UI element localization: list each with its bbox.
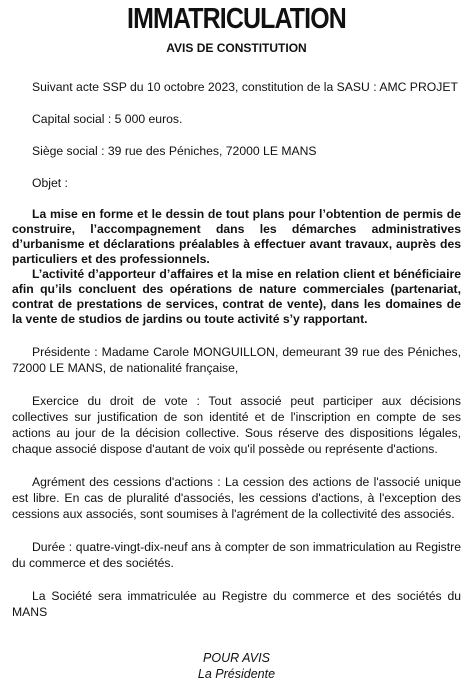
notice-title: IMMATRICULATION	[127, 3, 346, 35]
siege-paragraph: Siège social : 39 rue des Péniches, 72000 LE MANS	[32, 144, 317, 158]
acte-paragraph: Suivant acte SSP du 10 octobre 2023, constitution de la SASU : AMC PROJET	[32, 80, 458, 94]
signature-block	[12, 650, 461, 682]
presidente-paragraph: Présidente : Madame Carole MONGUILLON, demeurant 39 rue des Péniches, 72000 LE MANS, de nationalité française,	[12, 345, 461, 375]
immatriculation-paragraph: La Société sera immatriculée au Registre du commerce et des sociétés du MANS	[12, 589, 461, 619]
signatory-title: La Présidente	[197, 667, 276, 681]
objet-paragraph-1: La mise en forme et le dessin de tout plans pour l’obtention de permis de construire, l’accompagnement dans les démarches administratives d’urbanisme et déclarations préalables à effectuer avant travaux, auprès des particuliers et des professionnels.	[12, 207, 461, 266]
duree-paragraph: Durée : quatre-vingt-dix-neuf ans à compter de son immatriculation au Registre du commerce et des sociétés.	[12, 540, 461, 570]
capital-paragraph: Capital social : 5 000 euros.	[32, 112, 183, 126]
notice-body	[12, 79, 461, 620]
objet-paragraph-2: L’activité d’apporteur d’affaires et la mise en relation client et bénéficiaire afin qu’ils concluent des opérations de nature commerciales (partenariat, contrat de prestations de services, contrat de vente), dans les domaines de la vente de studios de jardins ou toute activité s’y rapportant.	[12, 267, 461, 326]
notice-subtitle: AVIS DE CONSTITUTION	[166, 41, 307, 55]
vote-paragraph: Exercice du droit de vote : Tout associé peut participer aux décisions collectives sur justification de son identité et de l'inscription en compte de ses actions au jour de la décision collective. Sous réserve des dispositions légales, chaque associé dispose d'autant de voix qu'il possède ou représente d'actions.	[12, 394, 461, 456]
agrement-paragraph: Agrément des cessions d'actions : La cession des actions de l'associé unique est libre. En cas de pluralité d'associés, les cessions d'actions, à l'exception des cessions aux associés, sont soumises à l'agrément de la collectivité des associés.	[12, 475, 461, 521]
objet-label: Objet :	[32, 176, 68, 190]
pour-avis-label: POUR AVIS	[203, 651, 270, 665]
